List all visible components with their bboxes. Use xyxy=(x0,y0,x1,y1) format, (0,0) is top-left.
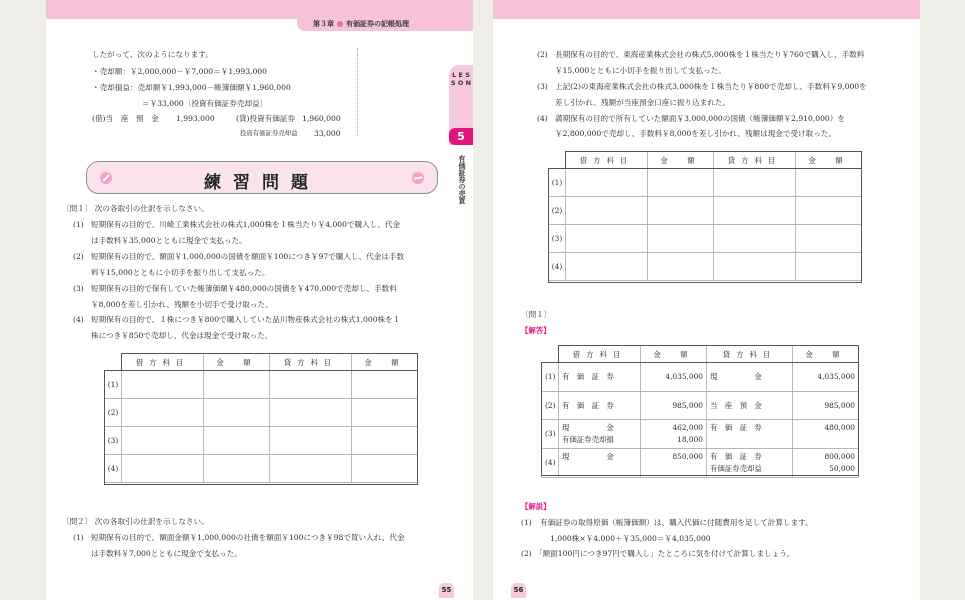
lesson-number: 5 xyxy=(449,128,473,145)
header-debit-account: 借方科目 xyxy=(566,152,648,169)
bullet-dot-icon xyxy=(337,21,343,27)
credit-account: 有価証券売却益 xyxy=(710,464,762,473)
table-row xyxy=(105,399,418,427)
answer-cell[interactable] xyxy=(648,197,714,225)
answer-cell[interactable] xyxy=(566,197,648,225)
explanation-no: (2) xyxy=(521,549,532,558)
header-amount: 金 額 xyxy=(796,152,862,169)
answer-cell[interactable] xyxy=(270,455,352,483)
journal-debit-amount: 1,993,000 xyxy=(176,114,215,123)
chapter-header-tab xyxy=(297,0,473,31)
header-debit-account: 借方科目 xyxy=(559,346,641,363)
q1-item-line: ￥8,000を差し引かれ、残額を小切手で受け取った。 xyxy=(91,300,273,309)
header-band xyxy=(493,0,920,19)
intro-line: ・売却損益：売却額￥1,993,000－帳簿価額￥1,960,000 xyxy=(92,83,291,92)
q2-item-line: 満期保有の目的で所有していた額面￥3,000,000の国債（帳簿価額￥2,910,000）を xyxy=(555,114,845,123)
q1-item-line: 短期保有の目的で保有していた帳簿価額￥480,000の国債を￥470,000で売却し、手数料 xyxy=(91,284,397,293)
credit-amount: 985,000 xyxy=(793,392,859,420)
journal-credit-amount: 1,960,000 xyxy=(302,114,341,123)
answer-cell[interactable] xyxy=(204,399,270,427)
debit-amount: 18,000 xyxy=(677,435,703,444)
debit-amount: 850,000 xyxy=(641,449,707,478)
q1-item-line: 短期保有の目的で、額面￥1,000,000の国債を額面￥100につき￥97で購入し、代金は手数 xyxy=(91,252,405,261)
q1-item-line: 料￥15,000とともに小切手を振り出して支払った。 xyxy=(91,268,270,277)
explanation-text: 有価証券の取得原価（帳簿価額）は、購入代価に付随費用を足して計算します。 xyxy=(540,518,813,527)
credit-amount: 50,000 xyxy=(829,464,855,473)
header-amount: 金 額 xyxy=(352,354,418,371)
header-amount: 金 額 xyxy=(648,152,714,169)
table-row xyxy=(542,392,859,420)
table-row xyxy=(549,169,862,197)
row-number: (2) xyxy=(549,197,566,225)
answer-cell[interactable] xyxy=(270,399,352,427)
q2-item-no: (1) xyxy=(73,533,84,542)
answer-cell[interactable] xyxy=(204,427,270,455)
answer-cell[interactable] xyxy=(352,427,418,455)
pill-icon xyxy=(412,172,424,184)
header-amount: 金 額 xyxy=(793,346,859,363)
answer-cell[interactable] xyxy=(714,197,796,225)
row-number: (1) xyxy=(549,169,566,197)
q1-item-line: 短期保有の目的で、川崎工業株式会社の株式1,000株を１株当たり￥4,000で購入し、代金 xyxy=(91,220,401,229)
table-row xyxy=(105,371,418,399)
lesson-label: L E S S O N xyxy=(450,71,472,87)
answer-table xyxy=(541,345,859,478)
q1-item-no: (1) xyxy=(73,220,84,229)
table-row xyxy=(549,225,862,253)
debit-amount: 462,000 xyxy=(672,423,703,432)
header-amount: 金 額 xyxy=(204,354,270,371)
q1-item-no: (3) xyxy=(73,284,84,293)
row-number: (4) xyxy=(549,253,566,281)
table-row xyxy=(542,363,859,392)
q1-answer-table xyxy=(104,353,418,483)
debit-account: 現 金 xyxy=(559,449,641,478)
credit-account: 現 金 xyxy=(707,363,793,392)
debit-amounts xyxy=(641,420,707,449)
chapter-title: 有価証券の記帳処理 xyxy=(346,20,409,28)
q1-item-no: (4) xyxy=(73,315,84,324)
debit-account: 有価証券売却損 xyxy=(562,435,614,444)
row-number: (2) xyxy=(105,399,122,427)
header-debit-account: 借方科目 xyxy=(122,354,204,371)
answer-cell[interactable] xyxy=(796,225,862,253)
q2-item-line: 長期保有の目的で、東海産業株式会社の株式5,000株を１株当たり￥760で購入し、手数料 xyxy=(555,50,865,59)
table-row xyxy=(542,420,859,449)
debit-account: 有 価 証 券 xyxy=(559,392,641,420)
table-corner xyxy=(105,354,122,371)
row-number: (3) xyxy=(542,420,559,449)
explanation-label: 【解説】 xyxy=(521,502,551,511)
row-number: (4) xyxy=(105,455,122,483)
chapter-number: 第３章 xyxy=(313,20,334,28)
answer-cell[interactable] xyxy=(270,371,352,399)
q2-item-line: は手数料￥7,000とともに現金で支払った。 xyxy=(91,549,242,558)
debit-amount: 4,035,000 xyxy=(641,363,707,392)
q2-answer-table xyxy=(548,151,862,281)
q2-item-no: (2) xyxy=(537,50,548,59)
credit-account: 有 価 証 券 xyxy=(710,452,762,461)
q2-title: 〔問２〕 次の各取引の仕訳を示しなさい。 xyxy=(62,517,209,526)
journal-credit2-label: 投資有価証券売却益 xyxy=(240,129,298,137)
table-row xyxy=(549,197,862,225)
chapter-label xyxy=(313,19,409,29)
intro-line: ＝￥33,000〔投資有価証券売却益〕 xyxy=(142,99,268,108)
header-credit-account: 貸方科目 xyxy=(707,346,793,363)
q1-item-line: は手数料￥35,000とともに現金で支払った。 xyxy=(91,236,247,245)
credit-account: 当 座 預 金 xyxy=(707,392,793,420)
page-number: 56 xyxy=(511,583,526,598)
row-number: (4) xyxy=(542,449,559,478)
q2-item-line: ￥15,000とともに小切手を振り出して支払った。 xyxy=(555,66,726,75)
answer-cell[interactable] xyxy=(648,253,714,281)
answer-cell[interactable] xyxy=(122,427,204,455)
answer-cell[interactable] xyxy=(352,399,418,427)
answer-cell[interactable] xyxy=(122,371,204,399)
q2-item-no: (3) xyxy=(537,82,548,91)
table-row xyxy=(105,427,418,455)
credit-amounts xyxy=(793,449,859,478)
explanation-no: (1) xyxy=(521,518,532,527)
journal-credit2-amount: 33,000 xyxy=(314,129,341,138)
credit-accounts xyxy=(707,449,793,478)
row-number: (1) xyxy=(542,363,559,392)
q2-item-line: 上記(2)の東海産業株式会社の株式3,000株を１株当たり￥800で売却し、手数料￥9,000を xyxy=(555,82,867,91)
table-row xyxy=(542,449,859,478)
answer-cell[interactable] xyxy=(714,253,796,281)
exercise-banner xyxy=(86,161,438,194)
answer-question-label: 〔問１〕 xyxy=(521,310,552,319)
credit-amount: 800,000 xyxy=(824,452,855,461)
lesson-side-title: 有価証券の売買 xyxy=(458,155,466,204)
answer-cell[interactable] xyxy=(204,371,270,399)
journal-credit-label: (貸)投資有価証券 xyxy=(236,114,296,123)
q1-item-line: 短期保有の目的で、１株につき￥800で購入していた品川物産株式会社の株式1,000株を１ xyxy=(91,315,401,324)
intro-line: したがって、次のようになります。 xyxy=(92,50,213,59)
row-number: (3) xyxy=(549,225,566,253)
explanation-formula: 1,000株×￥4,000＋￥35,000＝￥4,035,000 xyxy=(550,534,711,543)
answer-cell[interactable] xyxy=(122,455,204,483)
table-row xyxy=(105,455,418,483)
header-credit-account: 貸方科目 xyxy=(714,152,796,169)
table-corner xyxy=(542,346,559,363)
intro-line: ・売却額：￥2,000,000－￥7,000＝￥1,993,000 xyxy=(92,67,267,76)
debit-amount: 985,000 xyxy=(641,392,707,420)
header-amount: 金 額 xyxy=(641,346,707,363)
table-corner xyxy=(549,152,566,169)
answer-cell[interactable] xyxy=(648,225,714,253)
answer-cell[interactable] xyxy=(352,371,418,399)
header-credit-account: 貸方科目 xyxy=(270,354,352,371)
answer-cell[interactable] xyxy=(714,225,796,253)
answer-cell[interactable] xyxy=(566,225,648,253)
q2-item-line: 短期保有の目的で、額面金額￥1,000,000の社債を額面￥100につき￥98で買い入れ、代金 xyxy=(91,533,405,542)
row-number: (3) xyxy=(105,427,122,455)
q1-title: 〔問１〕 次の各取引の仕訳を示しなさい。 xyxy=(62,204,209,213)
answer-cell[interactable] xyxy=(714,169,796,197)
row-number: (1) xyxy=(105,371,122,399)
credit-account: 有 価 証 券 xyxy=(707,420,793,449)
answer-cell[interactable] xyxy=(796,197,862,225)
table-row xyxy=(549,253,862,281)
debit-accounts xyxy=(559,420,641,449)
answer-cell[interactable] xyxy=(122,399,204,427)
answer-cell[interactable] xyxy=(270,427,352,455)
answer-cell[interactable] xyxy=(566,253,648,281)
answer-label: 【解答】 xyxy=(521,326,551,335)
explanation-text: 「額面100円につき97円で購入し」たところに気を付けて計算しましょう。 xyxy=(535,549,795,558)
q1-item-line: 株につき￥850で売却し、代金は現金で受け取った。 xyxy=(91,331,273,340)
answer-cell[interactable] xyxy=(648,169,714,197)
q2-item-line: ￥2,800,000で売却し、手数料￥8,000を差し引かれ、残額は現金で受け取った。 xyxy=(555,129,837,138)
answer-cell[interactable] xyxy=(204,455,270,483)
right-page xyxy=(493,0,920,600)
credit-amount: 4,035,000 xyxy=(793,363,859,392)
debit-account: 有 価 証 券 xyxy=(559,363,641,392)
left-page xyxy=(46,0,473,600)
page-number: 55 xyxy=(439,583,454,598)
journal-debit-label: (借)当 座 預 金 xyxy=(92,114,159,123)
row-number: (2) xyxy=(542,392,559,420)
q1-item-no: (2) xyxy=(73,252,84,261)
answer-cell[interactable] xyxy=(566,169,648,197)
q2-item-line: 差し引かれ、残額が当座預金口座に振り込まれた。 xyxy=(555,98,731,107)
debit-account: 現 金 xyxy=(562,423,614,432)
q2-item-no: (4) xyxy=(537,114,548,123)
credit-amount: 480,000 xyxy=(793,420,859,449)
answer-cell[interactable] xyxy=(796,169,862,197)
answer-cell[interactable] xyxy=(352,455,418,483)
banner-title: 練習問題 xyxy=(204,173,320,193)
answer-cell[interactable] xyxy=(796,253,862,281)
dotted-divider xyxy=(357,48,358,136)
